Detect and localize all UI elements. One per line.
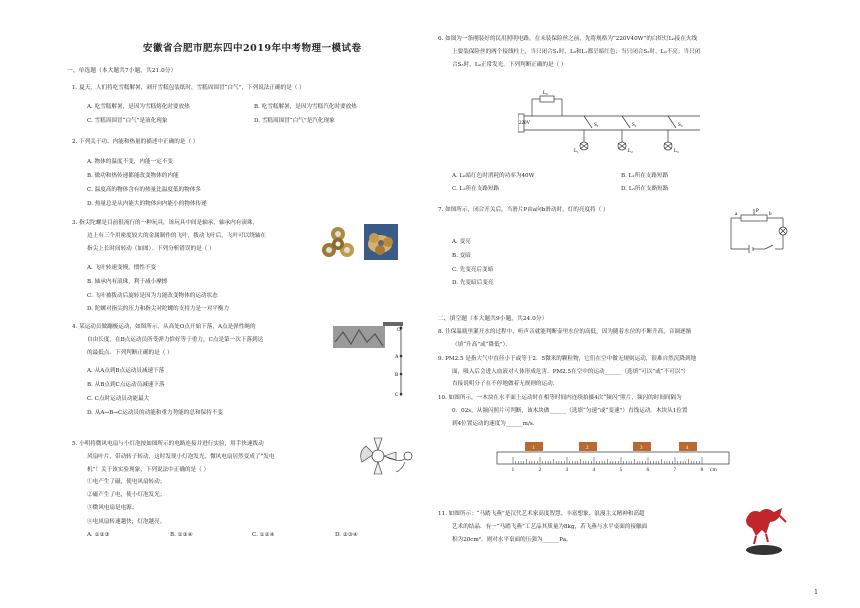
q1-option-c: C. 雪糕周围冒“白气”是液化现象 — [87, 118, 168, 124]
q5-option-b: B. ①③④ — [170, 532, 193, 538]
section-single-choice: 一、单选题（本大题共7小题，共21.0分） — [67, 68, 177, 74]
q5-option-a: A. ①②③ — [87, 532, 110, 538]
q6-switch-s1: S₁ — [594, 123, 599, 128]
ruler-tick-label: 7 — [673, 467, 677, 472]
q7-label-a: a — [735, 212, 738, 217]
q7-rheostat-circuit-figure — [725, 205, 797, 255]
q5-statement-1: ①电产生了磁，使电风扇转动； — [87, 479, 166, 485]
q10-ruler-figure — [495, 440, 735, 472]
q2-option-c: C. 温度高的物体含有的热量比温度低的物体多 — [87, 187, 201, 193]
ruler-tick-label: 8 — [700, 467, 704, 472]
q9-line2: 面，吸入后会进入血液对人体形成危害．PM2.5在空中的运动______（选填“可以”或“不可以”） — [452, 369, 689, 375]
q10-line2: 0．02s，从频闪照片可判断，该木块做______（选填“匀速”或“变速”）直线运动。木块从1位置 — [452, 408, 688, 414]
q3-option-d: D. 陀螺对指尖的压力和指尖对陀螺的支持力是一对平衡力 — [87, 306, 230, 312]
ruler-unit-label: cm — [710, 467, 717, 472]
q4-bungee-figure — [333, 322, 413, 402]
q7-label-b: b — [769, 212, 772, 217]
q8-line1: 8. 往保温瓶里灌开水的过程中，听声音就能判断壶里水位的高低，因为随着水位的不断升高，音调逐渐 — [438, 329, 692, 335]
q3-fidget-spinner-figure — [318, 222, 418, 262]
q4-stem-line2: 自由长度，在B点运动员所受弹力恰好等于重力，C点是第一次下落到达 — [87, 337, 264, 343]
block-position-label: 3 — [640, 446, 643, 451]
q4-option-a: A. 从A点到B点运动员减速下落 — [87, 368, 165, 374]
q1-option-a: A. 吃雪糕解暑，是因为雪糕熔化时要放热 — [87, 104, 190, 110]
block-position-label: 4 — [686, 446, 689, 451]
q4-stem-line1: 4. 某运动员做蹦极运动，如图所示，从高处O点开始下落，A点是弹性绳的 — [72, 324, 256, 330]
q4-option-b: B. 从B点到C点运动员减速下落 — [87, 382, 165, 388]
q2-stem: 2. 下列关于功、内能和热量的描述中正确的是（ ） — [72, 139, 199, 145]
q1-stem: 1. 夏天，人们将吃雪糕解暑，剥开雪糕包装纸时，雪糕周围冒“白气”，下列说法正确的是（ ） — [72, 85, 305, 91]
q3-option-b: B. 轴承内有滚珠，利于减小摩擦 — [87, 279, 168, 285]
q6-option-d: D. L₃所在支路短路 — [621, 186, 669, 192]
ruler-tick-label: 4 — [592, 467, 596, 472]
q7-option-d: D. 先变暗后变亮 — [452, 280, 494, 286]
q7-stem: 7. 如图所示，闭合开关后，当滑片P由a向b滑动时，灯的亮度将（ ） — [438, 207, 609, 213]
q6-household-circuit-figure — [518, 88, 702, 154]
q4-option-c: C. C点时运动员动能最大 — [87, 396, 150, 402]
q7-option-a: A. 变亮 — [452, 239, 471, 245]
q9-line3: 直接说明分子在不停地做着无规则的运动． — [452, 381, 559, 387]
q4-label-b: B — [395, 373, 399, 378]
block-position-label: 2 — [586, 446, 589, 451]
q4-stem-line3: 的最低点．下列判断正确的是（ ） — [87, 350, 173, 356]
q3-option-a: A. 飞叶转速变慢，惯性不变 — [87, 265, 157, 271]
q5-statement-4: ④电风扇转速越快，灯泡越亮。 — [87, 519, 166, 525]
q8-line2: （填“升高”或“降低”）． — [452, 342, 511, 348]
q6-stem-line1: 6. 如图为一条刚装好的民用照明电路，在未装保险丝之前，先将规格为“220V40W”的白炽灯L₀接在火线 — [438, 36, 698, 42]
q6-lamp-l2: L₂ — [628, 149, 633, 154]
ruler-tick-label: 5 — [619, 467, 623, 472]
q6-switch-s2: S₂ — [632, 123, 637, 128]
q4-label-a: A — [395, 355, 399, 360]
q6-switch-s3: S₃ — [678, 123, 683, 128]
q9-line1: 9. PM2.5 是指大气中直径小于或等于2．5微米的颗粒物，它们在空中做无规则运动，很难自然沉降到地 — [438, 356, 697, 362]
q5-option-d: D. ②③④ — [335, 532, 358, 538]
q6-l0-label: L₀ — [543, 91, 548, 96]
q7-label-p: P — [756, 209, 759, 214]
q7-option-b: B. 变暗 — [452, 253, 471, 259]
section-fill-blank: 二、填空题（本大题共9小题，共24.0分） — [438, 316, 548, 322]
q6-stem-line3: 合S₃时，L₀正常发光。下列判断正确的是（ ） — [452, 62, 567, 68]
ruler-tick-label: 3 — [565, 467, 569, 472]
q2-option-b: B. 做功和热传递都能改变物体的内能 — [87, 173, 179, 179]
q10-line1: 10. 如图所示，一木块在水平面上运动时在相等时间内连续拍摄4次“频闪”照片，频闪的时间间隔为 — [438, 395, 682, 401]
q6-option-a: A. L₀暗红色时消耗的功率为40W — [452, 173, 535, 179]
q5-option-c: C. ①②④ — [252, 532, 275, 538]
q5-statement-2: ②磁产生了电，使小灯泡发光； — [87, 492, 166, 498]
q10-line3: 到4位置运动的速度为______m/s． — [452, 421, 539, 427]
q6-option-c: C. L₂所在支路短路 — [452, 186, 500, 192]
page-number: 1 — [814, 589, 818, 596]
q5-statement-3: ③微风电扇是电源； — [87, 505, 138, 511]
q5-stem-line2: 风扇叶片，带动转子转动，这时发现小灯泡发光，微风电扇居然变成了“发电 — [87, 454, 275, 460]
q11-line3: 积为20cm²，则对水平桌面的压强为______Pa。 — [452, 537, 572, 543]
q11-galloping-horse-figure — [736, 500, 792, 560]
q6-option-b: B. L₁所在支路短路 — [621, 173, 669, 179]
q6-lamp-l1: L₁ — [574, 149, 579, 154]
page-title: 安徽省合肥市肥东四中2019年中考物理一模试卷 — [143, 43, 362, 54]
q6-lamp-l3: L₃ — [674, 149, 679, 154]
q3-stem-line3: 指尖上长时间转动（如图）．下列分析错误的是（ ） — [87, 246, 215, 252]
q4-label-o: O — [397, 328, 401, 333]
q1-option-b: B. 吃雪糕解暑，是因为雪糕汽化时要放热 — [254, 104, 357, 110]
ruler-tick-label: 2 — [538, 467, 542, 472]
q5-stem-line3: 机”！关于该实验现象，下列说法中正确的是（ ） — [87, 467, 210, 473]
q11-line1: 11. 如图所示：“马踏飞燕”是汉代艺术家高度智慧、丰富想象、浪漫主义精神和高超 — [438, 511, 645, 517]
q7-option-c: C. 先变亮后变暗 — [452, 267, 494, 273]
q5-fan-circuit-figure — [356, 434, 418, 476]
ruler-tick-label: 1 — [511, 467, 515, 472]
q3-stem-line1: 3. 指尖陀螺是目前很流行的一种玩具，该玩具中间是轴承，轴承内有滚珠， — [72, 220, 259, 226]
block-position-label: 1 — [532, 446, 535, 451]
q6-stem-line2: 上要装保险丝的两个接线柱上，当只闭合S₁时，L₀和L₁都呈暗红色；当只闭合S₂时，L₀不亮；当只闭 — [452, 49, 701, 55]
q4-option-d: D. 从A→B→C运动员的动能和重力势能的总和保持不变 — [87, 410, 223, 416]
q6-voltage-label: 220V — [519, 121, 531, 126]
q1-option-d: D. 雪糕周围冒“白气”是汽化现象 — [254, 118, 335, 124]
q11-line2: 艺术的结晶．有一“马踏飞燕”工艺品其质量为8kg，若飞燕与水平桌面的接触面 — [452, 524, 648, 530]
q3-option-c: C. 飞叶被拨动后旋转是因为力能改变物体的运动状态 — [87, 293, 218, 299]
ruler-tick-label: 6 — [646, 467, 650, 472]
q5-stem-line1: 5. 小明将微风电扇与小灯泡按如图所示的电路连接并进行实验，用手快速拨动 — [72, 441, 264, 447]
q2-option-d: D. 热量总是从内能大的物体向内能小的物体传递 — [87, 201, 207, 207]
q2-option-a: A. 物体的温度不变，内能一定不变 — [87, 159, 173, 165]
q3-stem-line2: 边上有三个用密度较大的金属制作的飞叶，拨动飞叶后，飞叶可以绕轴在 — [87, 233, 267, 239]
spinner-photo-2 — [364, 224, 398, 260]
q4-label-c: C — [395, 393, 399, 398]
